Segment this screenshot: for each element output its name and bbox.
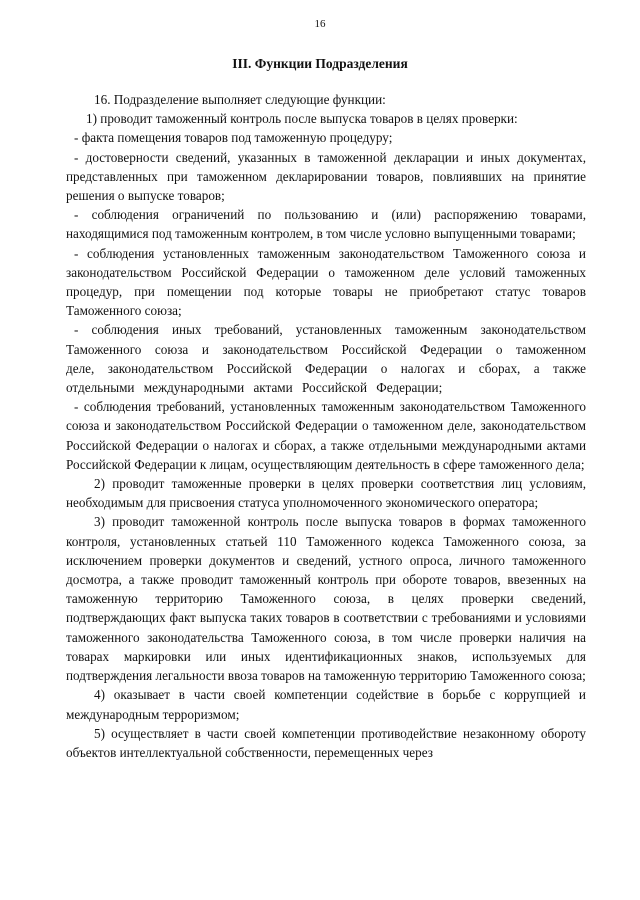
paragraph-subitem: - соблюдения требований, установленных таможенным законодательством Таможенного союза и законодательством Российской Федерации о таможенном деле, законодательством Российской Федерации о налогах и сборах, а также отдельными международными актами Российской Федерации к лицам, осуществляющим деятельность в сфере таможенного дела; (66, 399, 586, 472)
paragraph-subitem: - соблюдения ограничений по пользованию и (или) распоряжению товарами, находящимися под таможенным контролем, в том числе условно выпущенными товарами; (66, 207, 586, 242)
paragraph-subitem: - факта помещения товаров под таможенную процедуру; (74, 130, 393, 146)
paragraph-item-5: 5) осуществляет в части своей компетенции противодействие незаконному обороту объектов интеллектуальной собственности, перемещенных через (66, 725, 586, 760)
section-title: III. Функции Подразделения (232, 56, 408, 71)
paragraph-subitem: - достоверности сведений, указанных в таможенной декларации и иных документах, представленных при таможенном декларировании товаров, повлиявших на принятие решения о выпуске товаров; (66, 149, 586, 204)
page-number: 16 (314, 18, 326, 30)
paragraph-item-4: 4) оказывает в части своей компетенции содействие в борьбе с коррупцией и международным терроризмом; (66, 687, 586, 722)
paragraph-subitem: - соблюдения установленных таможенным законодательством Таможенного союза и законодательством Российской Федерации о таможенном деле условий таможенных процедур, при помещении под которые товары не приобретают статус товаров Таможенного союза; (66, 245, 586, 319)
document-body (66, 90, 586, 762)
paragraph-intro: 16. Подразделение выполняет следующие функции: (94, 92, 386, 107)
paragraph-subitem: - соблюдения иных требований, установленных таможенным законодательством Таможенного союза и законодательством Российской Федерации о таможенном деле, законодательством Российской Федерации о налогах и сборах, а также отдельными международными актами Российской Федерации; (66, 322, 586, 396)
paragraph-item-1: 1) проводит таможенный контроль после выпуска товаров в целях проверки: (86, 111, 518, 127)
paragraph-item-2: 2) проводит таможенные проверки в целях проверки соответствия лиц условиям, необходимым для присвоения статуса уполномоченного экономического оператора; (66, 476, 586, 511)
paragraph-item-3: 3) проводит таможенной контроль после выпуска товаров в формах таможенного контроля, установленных статьей 110 Таможенного кодекса Таможенного союза, за исключением проверки документов и сведений, устного опроса, личного таможенного досмотра, а также проводит таможенный контроль при обороте товаров, ввезенных на таможенную территорию Таможенного союза, в целях проверки сведений, подтверждающих факт выпуска таких товаров в соответствии с требованиями и условиями таможенного законодательства Таможенного союза, в том числе проверки наличия на товарах маркировки или иных идентификационных знаков, используемых для подтверждения легальности ввоза товаров на таможенную территорию Таможенного союза; (66, 514, 586, 684)
